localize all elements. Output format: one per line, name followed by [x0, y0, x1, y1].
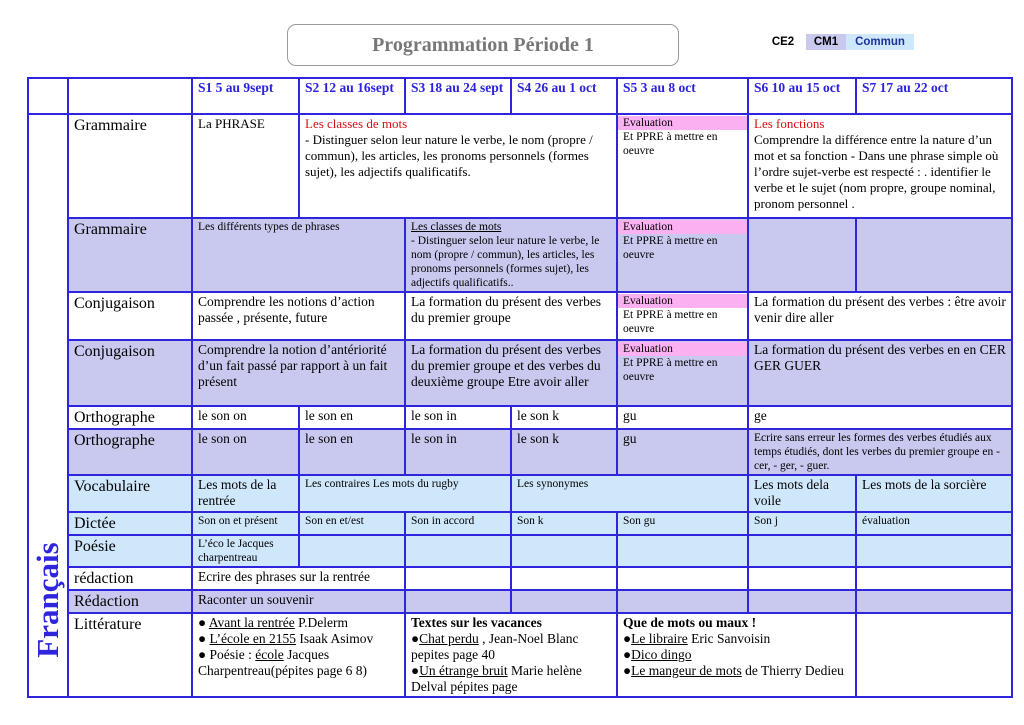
- cell: Ecrire des phrases sur la rentrée: [192, 567, 405, 590]
- cell: évaluation: [856, 512, 1012, 535]
- cell: Que de mots ou maux ! ●Le libraire Eric Sanvoisin ●Dico dingo ●Le mangeur de mots de Thierry Dedieu: [617, 613, 856, 697]
- row-label: Grammaire: [68, 114, 192, 218]
- legend-cm1: CM1: [806, 34, 846, 50]
- subject-vertical-label: Français: [28, 114, 68, 697]
- cell: Evaluation Et PPRE à mettre en oeuvre: [617, 114, 748, 218]
- cell: [192, 613, 405, 697]
- cell: La formation du présent des verbes du premier groupe et des verbes du deuxième groupe Etre avoir aller: [405, 340, 617, 406]
- list-item: ●Le libraire Eric Sanvoisin: [623, 631, 771, 646]
- list-item: ●Chat perdu , Jean-Noel Blanc pepites page 40: [411, 631, 579, 662]
- cell: [299, 535, 405, 567]
- programming-table: [27, 77, 1013, 698]
- cell: [405, 535, 511, 567]
- cell: La PHRASE: [192, 114, 299, 218]
- cell: le son en: [299, 429, 405, 475]
- cell: [748, 567, 856, 590]
- evaluation-badge: Evaluation: [618, 220, 747, 234]
- table-row: [28, 114, 1012, 218]
- cell: Les mots de la sorcière: [856, 475, 1012, 512]
- table-row: [28, 340, 1012, 406]
- row-label: Littérature: [68, 613, 192, 697]
- row-label: Orthographe: [68, 406, 192, 429]
- cell: [617, 590, 748, 613]
- cell: [856, 613, 1012, 697]
- list-item: ●Le mangeur de mots de Thierry Dedieu: [623, 663, 844, 678]
- week-header: S2 12 au 16sept: [299, 78, 405, 114]
- cell: le son k: [511, 406, 617, 429]
- row-label: Orthographe: [68, 429, 192, 475]
- cell: Les fonctions Comprendre la différence entre la nature d’un mot et sa fonction - Dans une phrase simple où l’ordre sujet-verbe est respecté : . identifier le verbe et le sujet (nom propre, groupe nominal, pronom personnel .: [748, 114, 1012, 218]
- table-row: [28, 535, 1012, 567]
- corner-cell: [68, 78, 192, 114]
- corner-cell: [28, 78, 68, 114]
- table-row: [28, 567, 1012, 590]
- cell: Evaluation Et PPRE à mettre en oeuvre: [617, 292, 748, 340]
- cell: La formation du présent des verbes du premier groupe: [405, 292, 617, 340]
- table-row: [28, 406, 1012, 429]
- cell: Comprendre les notions d’action passée , présente, future: [192, 292, 405, 340]
- cell: [856, 590, 1012, 613]
- cell: le son on: [192, 429, 299, 475]
- cell: La formation du présent des verbes : être avoir venir dire aller: [748, 292, 1012, 340]
- cell: [511, 590, 617, 613]
- cell: [617, 535, 748, 567]
- table-row: [28, 475, 1012, 512]
- legend-commun: Commun: [846, 34, 914, 50]
- cell: le son k: [511, 429, 617, 475]
- cell: ge: [748, 406, 1012, 429]
- cell: le son en: [299, 406, 405, 429]
- evaluation-badge: Evaluation: [618, 116, 747, 130]
- cell: [511, 535, 617, 567]
- cell: gu: [617, 429, 748, 475]
- table-row: [28, 292, 1012, 340]
- cell: Les synonymes: [511, 475, 748, 512]
- cell: Les différents types de phrases: [192, 218, 405, 292]
- cell: [748, 535, 856, 567]
- list-item: ● L’école en 2155 Isaak Asimov: [198, 631, 374, 646]
- cell: Son in accord: [405, 512, 511, 535]
- cell: Son j: [748, 512, 856, 535]
- cell: Raconter un souvenir: [192, 590, 405, 613]
- week-header: S3 18 au 24 sept: [405, 78, 511, 114]
- row-label: Conjugaison: [68, 292, 192, 340]
- header-row: [28, 78, 1012, 114]
- row-label: Grammaire: [68, 218, 192, 292]
- cell: gu: [617, 406, 748, 429]
- cell: [405, 590, 511, 613]
- week-header: S6 10 au 15 oct: [748, 78, 856, 114]
- cell: [748, 590, 856, 613]
- table-row: [28, 512, 1012, 535]
- list-item: ●Un étrange bruit Marie helène Delval pépites page: [411, 663, 582, 694]
- cell: Les classes de mots - Distinguer selon leur nature le verbe, le nom (propre / commun), les articles, les pronoms personnels (formes sujet), les adjectifs qualificatifs..: [405, 218, 617, 292]
- cell: Evaluation Et PPRE à mettre en oeuvre: [617, 218, 748, 292]
- row-label: Conjugaison: [68, 340, 192, 406]
- row-label: Poésie: [68, 535, 192, 567]
- table-row: [28, 218, 1012, 292]
- cell: L’éco le Jacques charpentreau: [192, 535, 299, 567]
- cell: Textes sur les vacances ●Chat perdu , Jean-Noel Blanc pepites page 40 ●Un étrange bruit Marie helène Delval pépites page: [405, 613, 617, 697]
- cell: Son gu: [617, 512, 748, 535]
- cell: Les mots dela voile: [748, 475, 856, 512]
- cell: Evaluation Et PPRE à mettre en oeuvre: [617, 340, 748, 406]
- cell: La formation du présent des verbes en en CER GER GUER: [748, 340, 1012, 406]
- week-header: S1 5 au 9sept: [192, 78, 299, 114]
- cell: le son on: [192, 406, 299, 429]
- list-item: ●Dico dingo: [623, 647, 692, 662]
- week-header: S7 17 au 22 oct: [856, 78, 1012, 114]
- week-header: S5 3 au 8 oct: [617, 78, 748, 114]
- cell: [405, 567, 511, 590]
- cell: Son on et présent: [192, 512, 299, 535]
- cell: Son en et/est: [299, 512, 405, 535]
- row-label: Dictée: [68, 512, 192, 535]
- cell: Les contraires Les mots du rugby: [299, 475, 511, 512]
- list-item: ● Poésie : école Jacques Charpentreau(pépites page 6 8): [198, 647, 368, 678]
- evaluation-badge: Evaluation: [618, 342, 747, 356]
- cell: [856, 535, 1012, 567]
- row-label: rédaction: [68, 567, 192, 590]
- cell: le son in: [405, 406, 511, 429]
- table-row: [28, 429, 1012, 475]
- cell: le son in: [405, 429, 511, 475]
- page-title: Programmation Période 1: [287, 24, 679, 66]
- cell: Les mots de la rentrée: [192, 475, 299, 512]
- week-header: S4 26 au 1 oct: [511, 78, 617, 114]
- cell: Son k: [511, 512, 617, 535]
- evaluation-badge: Evaluation: [618, 294, 747, 308]
- cell: [511, 567, 617, 590]
- row-label: Vocabulaire: [68, 475, 192, 512]
- cell: Les classes de mots - Distinguer selon leur nature le verbe, le nom (propre / commun), les articles, les pronoms personnels (formes sujet), les adjectifs qualificatifs.: [299, 114, 617, 218]
- cell: [617, 567, 748, 590]
- list-item: ● Avant la rentrée P.Delerm: [198, 615, 348, 630]
- legend-ce2: CE2: [771, 36, 795, 48]
- table-row: [28, 613, 1012, 697]
- cell: Comprendre la notion d’antériorité d’un fait passé par rapport à un fait présent: [192, 340, 405, 406]
- cell: [856, 218, 1012, 292]
- cell: [748, 218, 856, 292]
- cell: Ecrire sans erreur les formes des verbes étudiés aux temps étudiés, dont les verbes du premier groupe en -cer, - ger, - guer.: [748, 429, 1012, 475]
- table-row: [28, 590, 1012, 613]
- cell: [856, 567, 1012, 590]
- row-label: Rédaction: [68, 590, 192, 613]
